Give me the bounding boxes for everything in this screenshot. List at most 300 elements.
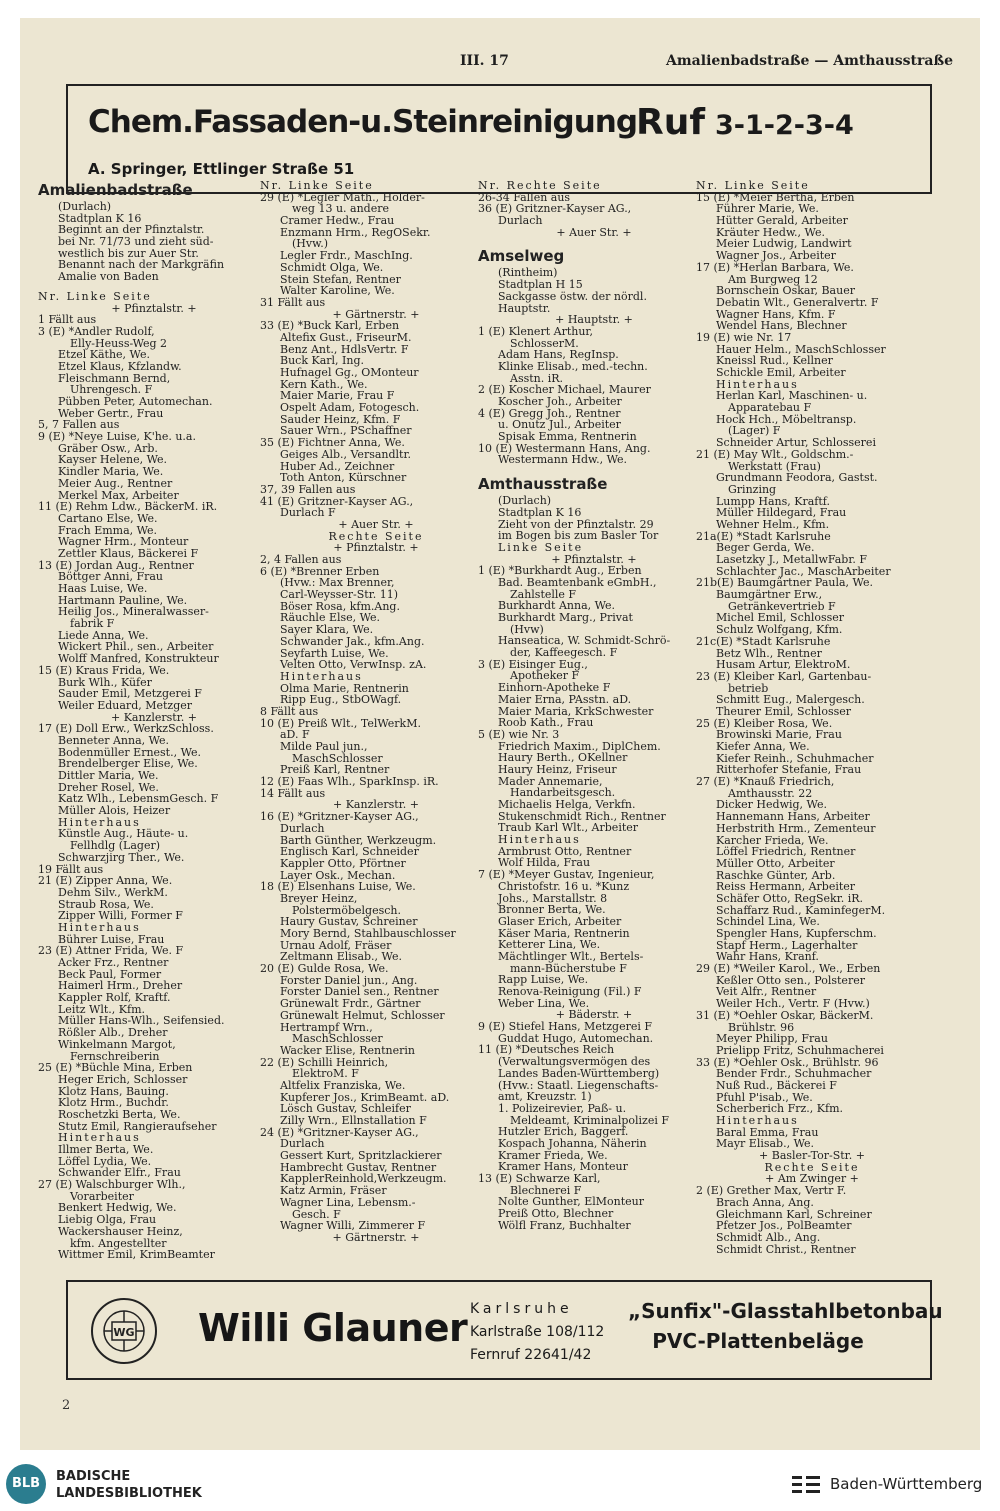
- directory-entry: Kospach Johanna, Näherin: [498, 1136, 647, 1150]
- directory-entry: Heger Erich, Schlosser: [58, 1072, 188, 1086]
- directory-entry: Müller Hildegard, Frau: [716, 506, 847, 520]
- directory-entry: Stein Stefan, Rentner: [280, 272, 401, 286]
- spacer: [478, 238, 710, 246]
- directory-entry: Kappler Otto, Pförtner: [280, 856, 406, 870]
- directory-entry: Enzmann Hrm., RegOSekr.: [280, 225, 431, 239]
- directory-entry: Bornschein Oskar, Bauer: [716, 284, 855, 298]
- directory-entry: 2, 4 Fallen aus: [260, 553, 342, 566]
- directory-entry: 19 Fällt aus: [38, 862, 104, 876]
- directory-entry: 10 (E) Westermann Hans, Ang.: [478, 441, 651, 455]
- directory-entry: Hauer Helm., MaschSchlosser: [716, 342, 886, 356]
- directory-entry: Koscher Joh., Arbeiter: [498, 395, 622, 408]
- directory-entry: Kiefer Anna, We.: [716, 740, 810, 753]
- directory-entry: Gesch. F: [292, 1207, 341, 1221]
- directory-entry: Vorarbeiter: [70, 1189, 134, 1203]
- directory-entry: Gleichmann Karl, Schreiner: [716, 1207, 872, 1221]
- directory-entry: 16 (E) *Gritzner-Kayser AG.,: [260, 810, 419, 824]
- directory-entry: Beginnt an der Pfinztalstr.: [58, 223, 205, 237]
- directory-entry: 31 Fällt aus: [260, 295, 326, 309]
- side-label: Hinterhaus: [280, 669, 363, 683]
- directory-entry: Milde Paul jun.,: [280, 740, 368, 753]
- directory-entry: Pfetzer Jos., PolBeamter: [716, 1219, 852, 1233]
- directory-entry: Polstermöbelgesch.: [292, 903, 401, 917]
- directory-entry: Wickert Phil., sen., Arbeiter: [58, 640, 214, 654]
- directory-entry: Meier Ludwig, Landwirt: [716, 237, 852, 251]
- directory-entry: Forster Daniel jun., Ang.: [280, 973, 418, 987]
- directory-entry: Preiß Karl, Rentner: [280, 763, 390, 777]
- directory-entry: Benneter Anna, We.: [58, 733, 170, 747]
- bottom-ad-company-name: Willi Glauner: [198, 1306, 468, 1350]
- directory-entry: Zieht von der Pfinztalstr. 29: [498, 517, 654, 531]
- directory-entry: Kindler Maria, We.: [58, 465, 164, 479]
- directory-entry: Wagner Hans, Kfm. F: [716, 307, 836, 321]
- directory-entry: 36 (E) Gritzner-Kayser AG.,: [478, 202, 632, 216]
- directory-entry: Wolf Hilda, Frau: [498, 856, 591, 870]
- directory-entry: 26-34 Fallen aus: [478, 190, 571, 204]
- directory-entry: Heilig Jos., Mineralwasser-: [58, 605, 209, 619]
- top-advertisement: [66, 84, 932, 194]
- directory-entry: (Rintheim): [498, 266, 558, 280]
- directory-entry: Ritterhofer Stefanie, Frau: [716, 763, 862, 777]
- directory-entry: Wagner Hrm., Monteur: [58, 535, 189, 549]
- directory-entry: Nolte Gunther, ElMonteur: [498, 1195, 644, 1209]
- directory-entry: Illmer Berta, We.: [58, 1143, 154, 1156]
- cross-street-marker: + Auer Str. +: [338, 517, 414, 531]
- library-name-line-1: BADISCHE: [56, 1469, 131, 1484]
- directory-entry: (Hvw.: Max Brenner,: [280, 576, 395, 590]
- directory-entry: Sayer Klara, We.: [280, 623, 374, 637]
- directory-entry: Johs., Marstallstr. 8: [498, 891, 608, 905]
- directory-entry: Liebig Olga, Frau: [58, 1213, 157, 1227]
- directory-entry: Stukenschmidt Rich., Rentner: [498, 809, 666, 823]
- directory-entry: Haimerl Hrm., Dreher: [58, 979, 183, 993]
- directory-entry: Führer Marie, We.: [716, 202, 819, 216]
- directory-entry: 18 (E) Elsenhans Luise, We.: [260, 880, 416, 894]
- directory-entry: Meier Aug., Rentner: [58, 476, 173, 490]
- directory-entry: Benz Ant., HdlsVertr. F: [280, 342, 409, 356]
- directory-entry: Fernschreiberin: [70, 1049, 160, 1063]
- directory-entry: Kayser Helene, We.: [58, 453, 168, 467]
- directory-entry: 21 (E) Zipper Anna, We.: [38, 874, 173, 888]
- directory-entry: Handarbeitsgesch.: [510, 786, 616, 800]
- directory-entry: Weiler Eduard, Metzger: [58, 698, 193, 712]
- directory-entry: 1 (E) *Burkhardt Aug., Erben: [478, 564, 642, 578]
- directory-entry: der, Kaffeegesch. F: [510, 646, 618, 660]
- bottom-ad-product-1: „Sunfix"-Glasstahlbetonbau: [628, 1299, 943, 1323]
- directory-entry: 23 (E) Kleiber Karl, Gartenbau-: [696, 669, 872, 683]
- directory-entry: Geiges Alb., Versandltr.: [280, 447, 412, 461]
- directory-entry: Pfuhl P'isab., We.: [716, 1090, 813, 1104]
- cross-street-marker: + Pfinztalstr. +: [551, 552, 637, 566]
- directory-entry: Weiler Hch., Vertr. F (Hvw.): [716, 997, 870, 1011]
- directory-entry: Kern Kath., We.: [280, 377, 368, 391]
- directory-entry: MaschSchlosser: [292, 1032, 383, 1046]
- side-label: Nr. Linke Seite: [696, 180, 810, 192]
- directory-entry: Wacker Elise, Rentnerin: [280, 1043, 415, 1057]
- page-number: 2: [62, 1398, 71, 1413]
- directory-entry: Forster Daniel sen., Rentner: [280, 985, 439, 999]
- directory-entry: Wittmer Emil, KrimBeamter: [58, 1248, 215, 1261]
- directory-entry: Cartano Else, We.: [58, 511, 158, 525]
- directory-entry: Dreher Rosel, We.: [58, 780, 159, 794]
- directory-column-1: [38, 180, 270, 1261]
- cross-street-marker: + Am Zwinger +: [765, 1172, 859, 1186]
- library-name: [56, 1468, 202, 1502]
- directory-entry: fabrik F: [70, 617, 115, 631]
- side-label: Hinterhaus: [716, 377, 799, 391]
- directory-entry: Huber Ad., Zeichner: [280, 459, 395, 473]
- directory-entry: Sauer Wrn., PSchaffner: [280, 424, 412, 438]
- directory-entry: Buck Karl, Ing.: [280, 354, 365, 368]
- directory-entry: Layer Osk., Mechan.: [280, 868, 396, 882]
- directory-entry: Keßler Otto sen., Polsterer: [716, 973, 865, 987]
- directory-entry: Blechnerei F: [510, 1183, 582, 1197]
- directory-entry: 2 (E) Koscher Michael, Maurer: [478, 383, 651, 397]
- cross-street-marker: Rechte Seite: [764, 1160, 860, 1174]
- directory-entry: 27 (E) *Knauß Friedrich,: [696, 775, 835, 789]
- directory-entry: 6 (E) *Brenner Erben: [260, 564, 380, 578]
- directory-entry: Durlach: [280, 821, 325, 835]
- directory-entry: Kneissl Rud., Kellner: [716, 354, 833, 368]
- directory-entry: 31 (E) *Oehler Oskar, BäckerM.: [696, 1008, 874, 1022]
- directory-entry: 41 (E) Gritzner-Kayser AG.,: [260, 494, 414, 508]
- directory-entry: Mächtlinger Wlt., Bertels-: [498, 949, 644, 963]
- directory-entry: 9 (E) *Neye Luise, K'he. u.a.: [38, 430, 196, 444]
- directory-entry: Fleischmann Bernd,: [58, 371, 171, 385]
- directory-entry: Räuchle Else, We.: [280, 611, 381, 625]
- directory-entry: Hock Hch., Möbeltransp.: [716, 412, 857, 426]
- directory-entry: Frach Emma, We.: [58, 523, 158, 537]
- directory-entry: Wahr Hans, Kranf.: [716, 950, 819, 964]
- directory-entry: Landes Baden-Württemberg): [498, 1066, 660, 1080]
- directory-entry: Weber Gertr., Frau: [58, 406, 164, 420]
- directory-entry: 3 (E) Eisinger Eug.,: [478, 657, 588, 671]
- directory-entry: Herlan Karl, Maschinen- u.: [716, 389, 868, 403]
- lions-coat-of-arms-icon: [788, 1470, 824, 1500]
- cross-street-marker: + Pfinztalstr. +: [111, 301, 197, 315]
- directory-entry: Scherberich Frz., Kfm.: [716, 1102, 844, 1116]
- directory-entry: Wagner Jos., Arbeiter: [716, 249, 836, 263]
- directory-entry: 1 (E) Klenert Arthur,: [478, 324, 593, 338]
- directory-entry: betrieb: [728, 681, 769, 695]
- directory-entry: Stapf Herm., Lagerhalter: [716, 938, 858, 952]
- directory-entry: Müller Hans-Wlh., Seifensied.: [58, 1014, 225, 1028]
- bottom-ad-street: Karlstraße 108/112: [470, 1324, 605, 1340]
- directory-entry: 4 (E) Gregg Joh., Rentner: [478, 406, 621, 420]
- directory-entry: 21 (E) May Wlt., Goldschm.-: [696, 447, 854, 461]
- directory-entry: Wölfl Franz, Buchhalter: [498, 1218, 631, 1232]
- directory-entry: Elly-Heuss-Weg 2: [70, 336, 168, 350]
- directory-entry: Kramer Frieda, We.: [498, 1148, 608, 1162]
- cross-street-marker: + Basler-Tor-Str. +: [759, 1149, 865, 1163]
- directory-entry: Schmidt Alb., Ang.: [716, 1230, 821, 1244]
- directory-entry: Benkert Hedwig, We.: [58, 1201, 177, 1215]
- directory-entry: 14 Fällt aus: [260, 786, 326, 800]
- directory-entry: Walter Karoline, We.: [280, 284, 395, 298]
- directory-entry: Winkelmann Margot,: [58, 1037, 176, 1051]
- directory-entry: Kiefer Reinh., Schuhmacher: [716, 751, 874, 765]
- directory-entry: Renova-Reinigung (Fil.) F: [498, 985, 642, 998]
- directory-entry: Mader Annemarie,: [498, 774, 603, 788]
- cross-street-marker: + Gärtnerstr. +: [332, 307, 420, 321]
- directory-entry: Schwander Jak., kfm.Ang.: [280, 634, 425, 648]
- directory-entry: aD. F: [280, 728, 310, 742]
- directory-entry: Carl-Weysser-Str. 11): [280, 588, 399, 602]
- cross-street-marker: + Kanzlerstr. +: [333, 798, 419, 812]
- directory-entry: Stadtplan K 16: [58, 211, 142, 225]
- directory-entry: Burk Wlh., Küfer: [58, 675, 152, 689]
- directory-entry: 22 (E) Schilli Heinrich,: [260, 1055, 389, 1069]
- directory-entry: Am Burgweg 12: [728, 272, 818, 286]
- directory-entry: Schwander Elfr., Frau: [58, 1166, 181, 1180]
- directory-entry: Debatin Wlt., Generalvertr. F: [716, 295, 879, 309]
- directory-entry: Schlachter Jac., MaschArbeiter: [716, 564, 891, 578]
- directory-entry: 19 (E) wie Nr. 17: [696, 330, 792, 344]
- directory-entry: Stadtplan K 16: [498, 505, 582, 519]
- bottom-ad-products: [628, 1296, 943, 1356]
- directory-entry: Hannemann Hans, Arbeiter: [716, 810, 870, 824]
- directory-entry: Michel Emil, Schlosser: [716, 611, 845, 625]
- directory-entry: Baral Emma, Frau: [716, 1125, 819, 1139]
- top-ad-ruf-label: Ruf: [636, 102, 706, 143]
- directory-entry: SchlosserM.: [510, 336, 579, 350]
- directory-entry: Klinke Elisab., med.-techn.: [498, 359, 648, 373]
- directory-entry: Hertrampf Wrn.,: [280, 1020, 373, 1034]
- directory-entry: Werkstatt (Frau): [728, 459, 821, 473]
- directory-entry: Meldeamt, Kriminalpolizei F: [510, 1113, 670, 1127]
- directory-entry: Asstn. iR.: [510, 371, 564, 385]
- directory-entry: Meyer Philipp, Frau: [716, 1032, 828, 1046]
- directory-entry: u. Onutz Jul., Arbeiter: [498, 418, 621, 432]
- directory-entry: Hanseatica, W. Schmidt-Schrö-: [498, 634, 671, 648]
- directory-entry: Schmidt Olga, We.: [280, 260, 384, 274]
- directory-entry: Schmidt Christ., Rentner: [716, 1242, 856, 1256]
- directory-entry: 13 (E) Jordan Aug., Rentner: [38, 558, 194, 572]
- directory-entry: (Hvw.): [292, 237, 328, 251]
- directory-entry: 29 (E) *Weiler Karol., We., Erben: [696, 962, 881, 976]
- directory-entry: Sauder Heinz, Kfm. F: [280, 412, 401, 426]
- directory-entry: Zahlstelle F: [510, 587, 577, 601]
- directory-entry: Hauptstr.: [498, 301, 551, 315]
- top-ad-phone: [636, 102, 854, 143]
- directory-entry: Kramer Hans, Monteur: [498, 1160, 628, 1174]
- directory-entry: Glaser Erich, Arbeiter: [498, 914, 622, 928]
- side-label: Nr. Rechte Seite: [478, 180, 602, 192]
- directory-entry: Zettler Klaus, Bäckerei F: [58, 546, 199, 560]
- directory-entry: Ripp Eug., StbOWagf.: [280, 693, 402, 707]
- directory-entry: Durlach: [498, 214, 543, 228]
- directory-entry: Bender Frdr., Schuhmacher: [716, 1067, 872, 1081]
- directory-entry: Olma Marie, Rentnerin: [280, 681, 409, 695]
- directory-entry: Hufnagel Gg., OMonteur: [280, 366, 419, 379]
- directory-column-4: [696, 180, 928, 1255]
- directory-entry: Rapp Luise, We.: [498, 973, 589, 987]
- directory-entry: 15 (E) Kraus Frida, We.: [38, 663, 170, 677]
- directory-entry: Haury Heinz, Friseur: [498, 762, 617, 776]
- bottom-advertisement: [66, 1280, 943, 1380]
- directory-entry: Merkel Max, Arbeiter: [58, 488, 179, 502]
- directory-entry: Roschetzki Berta, We.: [58, 1107, 181, 1121]
- directory-entry: kfm. Angestellter: [70, 1236, 167, 1250]
- directory-entry: Haury Gustav, Schreiner: [280, 915, 418, 929]
- directory-entry: Friedrich Maxim., DiplChem.: [498, 739, 661, 753]
- directory-entry: Böser Rosa, kfm.Ang.: [280, 599, 400, 613]
- directory-entry: Acker Frz., Rentner: [58, 956, 169, 969]
- directory-entry: 21c(E) *Stadt Karlsruhe: [696, 634, 831, 648]
- street-heading: Amselweg: [478, 247, 565, 266]
- directory-entry: mann-Bücherstube F: [510, 961, 627, 975]
- directory-entry: Sackgasse östw. der nördl.: [498, 289, 647, 303]
- directory-entry: Straub Rosa, We.: [58, 897, 154, 911]
- directory-entry: Klotz Hans, Bauing.: [58, 1084, 169, 1098]
- street-heading: Amalienbadstraße: [38, 181, 193, 199]
- directory-entry: 8 Fällt aus: [260, 704, 319, 718]
- directory-entry: Sauder Emil, Metzgerei F: [58, 687, 202, 701]
- side-label: Nr. Linke Seite: [260, 180, 374, 192]
- directory-entry: Wagner Lina, Lebensm.-: [280, 1195, 416, 1209]
- directory-entry: Wackershauser Heinz,: [58, 1224, 183, 1238]
- directory-entry: Künstle Aug., Häute- u.: [58, 827, 189, 841]
- directory-entry: (Durlach): [498, 494, 552, 508]
- directory-entry: Getränkevertrieb F: [728, 599, 836, 613]
- directory-entry: Schaffarz Rud., KaminfegerM.: [716, 903, 886, 917]
- directory-entry: Preiß Otto, Blechner: [498, 1207, 614, 1221]
- directory-entry: 17 (E) *Herlan Barbara, We.: [696, 260, 854, 274]
- directory-entry: Mayr Elisab., We.: [716, 1137, 815, 1151]
- directory-entry: Michaelis Helga, Verkfn.: [498, 798, 636, 811]
- page-header: [20, 53, 980, 75]
- directory-entry: Etzel Käthe, We.: [58, 348, 150, 362]
- svg-text:WG: WG: [113, 1326, 135, 1339]
- side-label: Nr. Linke Seite: [38, 289, 152, 303]
- directory-entry: Roob Kath., Frau: [498, 716, 594, 730]
- directory-entry: Böttger Anni, Frau: [58, 570, 164, 584]
- directory-entry: Bodenmüller Ernest., We.: [58, 745, 202, 759]
- directory-entry: 21b(E) Baumgärtner Paula, We.: [696, 576, 873, 590]
- page-section-number: III. 17: [460, 53, 509, 69]
- directory-entry: 33 (E) *Oehler Osk., Brühlstr. 96: [696, 1055, 879, 1069]
- directory-entry: Wagner Willi, Zimmerer F: [280, 1219, 426, 1233]
- directory-entry: Hambrecht Gustav, Rentner: [280, 1160, 437, 1174]
- directory-entry: Mory Bernd, Stahlbauschlosser: [280, 927, 456, 940]
- directory-entry: (Durlach): [58, 200, 112, 213]
- directory-entry: Armbrust Otto, Rentner: [498, 844, 632, 858]
- directory-entry: 35 (E) Fichtner Anna, We.: [260, 436, 405, 450]
- street-heading: Amthausstraße: [478, 475, 608, 494]
- directory-entry: Maier Erna, PAsstn. aD.: [498, 692, 632, 706]
- directory-entry: Ketterer Lina, We.: [498, 938, 601, 952]
- directory-entry: Schindel Lina, We.: [716, 915, 820, 929]
- directory-entry: Guddat Hugo, Automechan.: [498, 1031, 654, 1045]
- directory-entry: (Hvw.: Staatl. Liegenschafts-: [498, 1078, 659, 1092]
- directory-entry: 9 (E) Stiefel Hans, Metzgerei F: [478, 1020, 653, 1034]
- directory-entry: Lasetzky J., MetallwFabr. F: [716, 553, 868, 566]
- cross-street-marker: + Pfinztalstr. +: [333, 541, 419, 555]
- directory-entry: Apotheker F: [510, 669, 580, 683]
- directory-entry: Lösch Gustav, Schleifer: [280, 1102, 411, 1116]
- directory-entry: Hartmann Pauline, We.: [58, 593, 188, 607]
- directory-entry: (Lager) F: [728, 424, 781, 438]
- directory-entry: Barth Günther, Werkzeugm.: [280, 833, 437, 847]
- directory-entry: Zilly Wrn., Ellnstallation F: [280, 1114, 427, 1127]
- directory-entry: Stadtplan H 15: [498, 278, 583, 292]
- directory-entry: 2 (E) Grether Max, Vertr F.: [696, 1184, 847, 1198]
- directory-entry: Christofstr. 16 u. *Kunz: [498, 879, 630, 893]
- directory-entry: Toth Anton, Kürschner: [280, 471, 407, 485]
- directory-entry: Altfelix Franziska, We.: [280, 1078, 406, 1092]
- directory-entry: Wendel Hans, Blechner: [716, 319, 847, 333]
- directory-entry: 37, 39 Fallen aus: [260, 482, 356, 496]
- directory-entry: Zipper Willi, Former F: [58, 909, 183, 923]
- directory-entry: (Hvw): [510, 622, 544, 636]
- directory-entry: westlich bis zur Auer Str.: [58, 246, 199, 260]
- side-label: Hinterhaus: [716, 1114, 799, 1127]
- directory-entry: Klotz Hrm., Buchdr.: [58, 1096, 169, 1110]
- directory-entry: Legler Frdr., MaschIng.: [280, 249, 413, 263]
- directory-entry: Spisak Emma, Rentnerin: [498, 430, 637, 444]
- cross-street-marker: + Bäderstr. +: [555, 1008, 633, 1022]
- directory-entry: 25 (E) *Büchle Mina, Erben: [38, 1061, 193, 1075]
- directory-entry: Schwarzjirg Ther., We.: [58, 850, 185, 864]
- directory-entry: Käser Maria, Rentnerin: [498, 926, 630, 940]
- directory-entry: Bronner Berta, We.: [498, 903, 606, 917]
- directory-entry: Burkhardt Anna, We.: [498, 599, 616, 613]
- cross-street-marker: + Kanzlerstr. +: [111, 710, 197, 724]
- directory-entry: Haas Luise, We.: [58, 582, 148, 595]
- bottom-ad-city: Karlsruhe: [470, 1301, 573, 1317]
- directory-entry: Einhorn-Apotheke F: [498, 681, 611, 695]
- directory-entry: 20 (E) Gulde Rosa, We.: [260, 962, 389, 976]
- directory-entry: Grünewalt Frdr., Gärtner: [280, 997, 421, 1011]
- top-ad-address: A. Springer, Ettlinger Straße 51: [88, 160, 355, 178]
- directory-entry: 5, 7 Fallen aus: [38, 418, 120, 432]
- directory-entry: MaschSchlosser: [292, 751, 383, 765]
- directory-entry: 5 (E) wie Nr. 3: [478, 727, 560, 741]
- glauner-seal-logo: [82, 1294, 166, 1368]
- bottom-ad-product-2: PVC-Plattenbeläge: [652, 1329, 864, 1353]
- directory-entry: Lumpp Hans, Kraftf.: [716, 494, 830, 508]
- directory-entry: Uhrengesch. F: [70, 383, 153, 397]
- directory-entry: Dehm Silv., WerkM.: [58, 885, 168, 899]
- directory-entry: Bad. Beamtenbank eGmbH.,: [498, 575, 657, 589]
- directory-entry: Rößler Alb., Dreher: [58, 1026, 168, 1040]
- directory-entry: Karcher Frieda, We.: [716, 833, 829, 847]
- directory-entry: 24 (E) *Gritzner-Kayser AG.,: [260, 1125, 419, 1139]
- directory-entry: Apparatebau F: [728, 401, 812, 415]
- directory-entry: 23 (E) Attner Frida, We. F: [38, 944, 184, 958]
- directory-entry: Durlach: [280, 1137, 325, 1151]
- directory-entry: Spengler Hans, Kupferschm.: [716, 927, 877, 940]
- directory-entry: 21a(E) *Stadt Karlsruhe: [696, 529, 831, 543]
- directory-entry: amt, Kreuzstr. 1): [498, 1090, 592, 1104]
- directory-entry: KapplerReinhold,Werkzeugm.: [280, 1172, 447, 1186]
- directory-entry: Benannt nach der Markgräfin: [58, 258, 225, 272]
- directory-entry: Müller Alois, Heizer: [58, 804, 171, 818]
- directory-entry: 1. Polizeirevier, Paß- u.: [498, 1101, 627, 1115]
- directory-entry: Beck Paul, Former: [58, 967, 162, 981]
- directory-entry: 11 (E) *Deutsches Reich: [478, 1043, 615, 1057]
- directory-entry: Ospelt Adam, Fotogesch.: [280, 401, 420, 415]
- directory-entry: Nuß Rud., Bäckerei F: [716, 1078, 837, 1092]
- directory-entry: Theurer Emil, Schlosser: [716, 704, 852, 718]
- bottom-ad-phone: Fernruf 22641/42: [470, 1347, 592, 1363]
- bottom-ad-address: [470, 1298, 604, 1367]
- directory-entry: Etzel Klaus, Kfzlandw.: [58, 359, 182, 373]
- directory-entry: 10 (E) Preiß Wlt., TelWerkM.: [260, 716, 421, 730]
- directory-entry: (Verwaltungsvermögen des: [498, 1055, 651, 1069]
- directory-entry: 27 (E) Walschburger Wlh.,: [38, 1178, 186, 1192]
- directory-entry: Schäfer Otto, RegSekr. iR.: [716, 891, 864, 905]
